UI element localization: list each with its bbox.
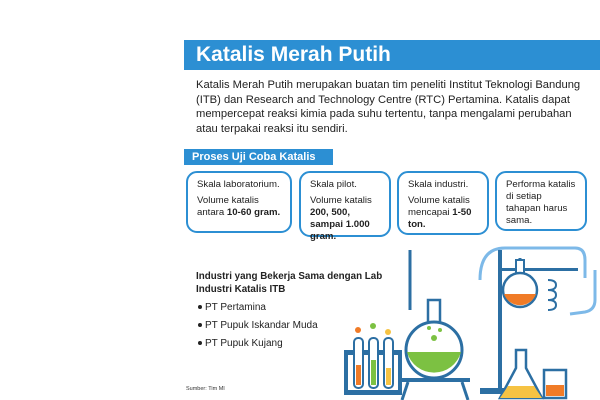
list-item: PT Pupuk Iskandar Muda	[198, 319, 318, 337]
lab-equipment-illustration	[330, 240, 600, 400]
step-detail: Performa katalis di setiap tahapan harus sama.	[506, 179, 576, 226]
bullet-icon	[198, 323, 202, 327]
step-box-industry	[397, 171, 489, 235]
step-box-performance	[495, 171, 587, 231]
tubing-icon	[570, 270, 595, 314]
stand-arm-icon	[498, 268, 578, 271]
tubing-icon	[480, 248, 585, 280]
step-scale: Skala industri.	[408, 179, 469, 190]
section-title: Proses Uji Coba Katalis	[192, 151, 316, 163]
list-item: PT Pupuk Kujang	[198, 337, 318, 355]
partners-heading: Industri yang Bekerja Sama dengan Lab Industri Katalis ITB	[196, 271, 383, 295]
step-scale: Skala laboratorium.	[197, 179, 280, 190]
tripod-icon	[400, 378, 470, 382]
bullet-icon	[198, 341, 202, 345]
list-item: PT Pertamina	[198, 301, 318, 319]
step-detail: Volume katalis 200, 500, sampai 1.000 gram.	[310, 195, 372, 242]
step-scale: Skala pilot.	[310, 179, 357, 190]
step-box-pilot	[299, 171, 391, 242]
intro-text: Katalis Merah Putih merupakan buatan tim peneliti Institut Teknologi Bandung (ITB) dan Research and Technology Centre (RTC) Pertamina. Katalis dapat mempercepat reaksi kimia pada suhu tertentu, tanpa mengalami perubahan atau terpakai reaksi itu sendiri.	[196, 79, 581, 135]
step-detail: Volume katalis mencapai 1-50 ton.	[408, 195, 472, 230]
source-note: Sumber: Tim MI	[186, 386, 225, 392]
page-title: Katalis Merah Putih	[196, 43, 391, 66]
partners-list	[198, 301, 318, 355]
step-box-laboratory	[186, 171, 292, 233]
bullet-icon	[198, 305, 202, 309]
coil-icon	[548, 280, 556, 310]
step-detail: Volume katalis antara 10-60 gram.	[197, 195, 281, 218]
